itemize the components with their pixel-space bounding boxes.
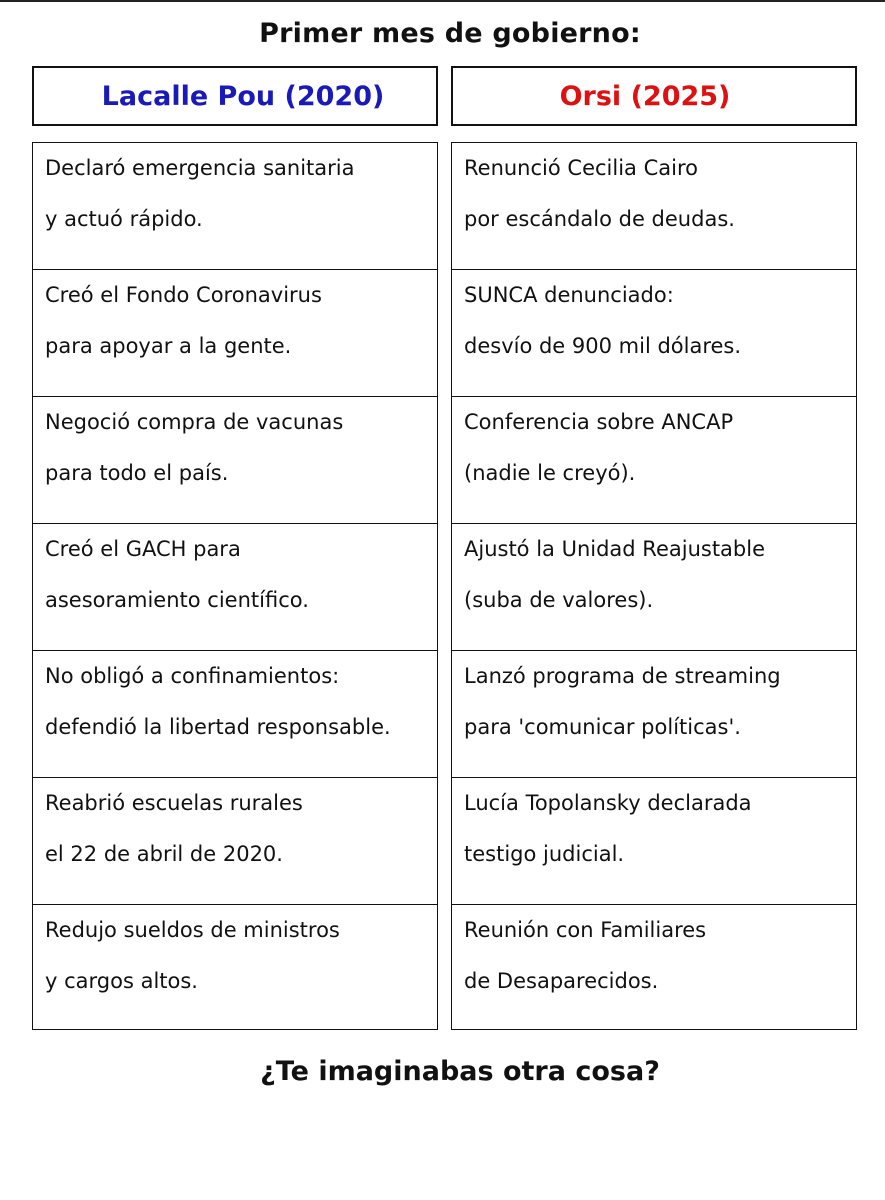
item-line: por escándalo de deudas. — [464, 207, 735, 231]
item-line: Lanzó programa de streaming — [464, 664, 781, 688]
list-item — [452, 651, 856, 778]
list-item — [452, 397, 856, 524]
list-item — [33, 905, 437, 1032]
top-divider — [0, 0, 885, 2]
item-line: Reunión con Familiares — [464, 918, 707, 942]
item-line: testigo judicial. — [464, 842, 625, 866]
item-line: Declaró emergencia sanitaria — [45, 156, 355, 180]
column-orsi — [451, 142, 857, 1030]
list-item — [452, 270, 856, 397]
list-item — [452, 143, 856, 270]
item-line: de Desaparecidos. — [464, 969, 659, 993]
item-line: Reabrió escuelas rurales — [45, 791, 303, 815]
item-line: para todo el país. — [45, 461, 229, 485]
item-line: y actuó rápido. — [45, 207, 203, 231]
item-line: SUNCA denunciado: — [464, 283, 674, 307]
closing-question: ¿Te imaginabas otra cosa? — [260, 1056, 660, 1087]
item-line: Negoció compra de vacunas — [45, 410, 344, 434]
item-line: Creó el GACH para — [45, 537, 241, 561]
list-item — [33, 778, 437, 905]
list-item — [33, 524, 437, 651]
list-item — [452, 524, 856, 651]
column-lacalle-pou — [32, 142, 438, 1030]
list-item — [33, 270, 437, 397]
item-line: Renunció Cecilia Cairo — [464, 156, 698, 180]
item-line: Ajustó la Unidad Reajustable — [464, 537, 766, 561]
header-lacalle-pou-label: Lacalle Pou (2020) — [101, 80, 385, 112]
item-line: para apoyar a la gente. — [45, 334, 292, 358]
item-line: para 'comunicar políticas'. — [464, 715, 741, 739]
item-line: defendió la libertad responsable. — [45, 715, 391, 739]
item-line: el 22 de abril de 2020. — [45, 842, 283, 866]
item-line: Conferencia sobre ANCAP — [464, 410, 734, 434]
header-orsi-label: Orsi (2025) — [559, 80, 731, 112]
item-line: Lucía Topolansky declarada — [464, 791, 752, 815]
header-lacalle-pou — [32, 66, 438, 126]
item-line: (suba de valores). — [464, 588, 654, 612]
page-title: Primer mes de gobierno: — [259, 18, 641, 49]
item-line: desvío de 900 mil dólares. — [464, 334, 742, 358]
list-item — [33, 143, 437, 270]
list-item — [33, 651, 437, 778]
list-item — [452, 905, 856, 1032]
item-line: y cargos altos. — [45, 969, 198, 993]
item-line: No obligó a confinamientos: — [45, 664, 340, 688]
item-line: (nadie le creyó). — [464, 461, 636, 485]
list-item — [452, 778, 856, 905]
item-line: Creó el Fondo Coronavirus — [45, 283, 322, 307]
header-orsi — [451, 66, 857, 126]
item-line: asesoramiento científico. — [45, 588, 309, 612]
list-item — [33, 397, 437, 524]
item-line: Redujo sueldos de ministros — [45, 918, 340, 942]
